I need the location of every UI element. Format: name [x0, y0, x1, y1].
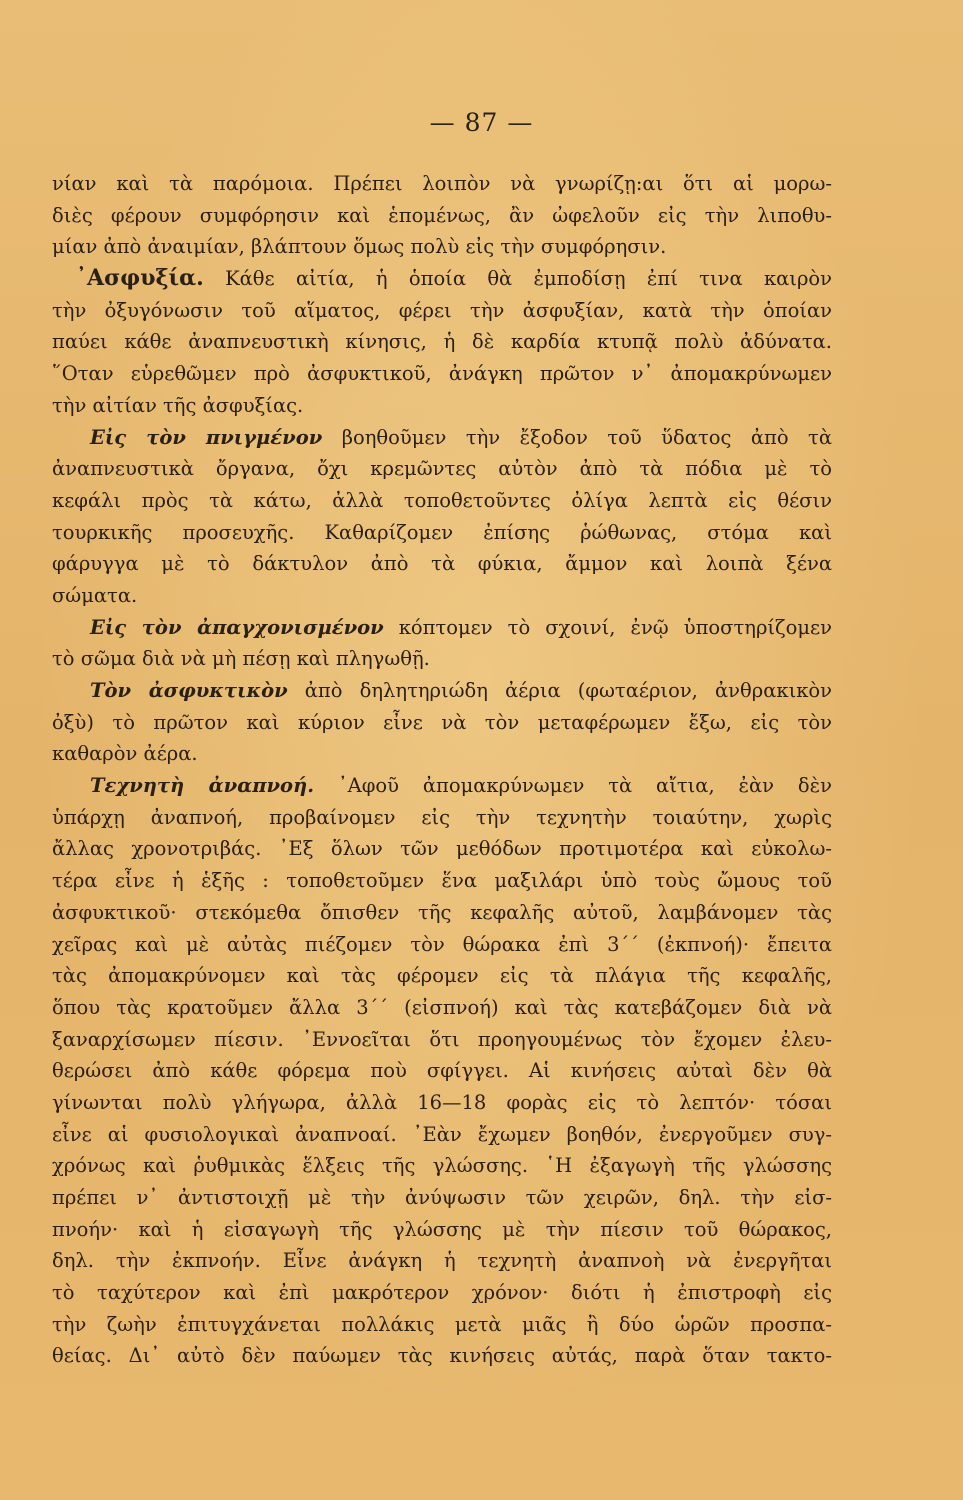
text-line: παύει κάθε ἀναπνευστικὴ κίνησις, ἡ δὲ καρδία κτυπᾷ πολὺ ἀδύνατα. — [52, 330, 832, 354]
text-line: κεφάλι πρὸς τὰ κάτω, ἀλλὰ τοποθετοῦντες ὀλίγα λεπτὰ εἰς θέσιν — [52, 488, 832, 512]
text-line: φάρυγγα μὲ τὸ δάκτυλον ἀπὸ τὰ φύκια, ἄμμον καὶ λοιπὰ ξένα — [52, 552, 832, 576]
text-line: διὲς φέρουν συμφόρησιν καὶ ἑπομένως, ἂν ὠφελοῦν εἰς τὴν λιποθυ- — [52, 203, 832, 227]
text-line: Εἰς τὸν ἀπαγχονισμένον κόπτομεν τὸ σχοινί, ἐνῷ ὑποστηρίζομεν — [90, 615, 832, 639]
text-line: τουρκικῆς προσευχῆς. Καθαρίζομεν ἐπίσης ῥώθωνας, στόμα καὶ — [52, 520, 832, 544]
section-heading-asphyxia: ᾿Ασφυξία. — [76, 265, 204, 292]
subheading-artificial-respiration: Τεχνητὴ ἀναπνοή. — [90, 774, 314, 798]
subheading-asphyxiated: Τὸν ἀσφυκτικὸν — [90, 679, 288, 702]
text-line: ἀσφυκτικοῦ· στεκόμεθα ὄπισθεν τῆς κεφαλῆς αὐτοῦ, λαμβάνομεν τὰς — [52, 900, 832, 924]
text-line: σώματα. — [52, 583, 138, 607]
text-line: μίαν ἀπὸ ἀναιμίαν, βλάπτουν ὅμως πολὺ εἰς τὴν συμφόρησιν. — [52, 235, 667, 259]
text-line: ἀναπνευστικὰ ὄργανα, ὄχι κρεμῶντες αὐτὸν ἀπὸ τὰ πόδια μὲ τὸ — [52, 457, 832, 481]
text-line: Εἰς τὸν πνιγμένον βοηθοῦμεν τὴν ἔξοδον τοῦ ὕδατος ἀπὸ τὰ — [90, 425, 832, 449]
subheading-drowned: Εἰς τὸν πνιγμένον — [90, 425, 323, 449]
text-line: γίνωνται πολὺ γλήγωρα, ἀλλὰ 16—18 φορὰς εἰς τὸ λεπτόν· τόσαι — [52, 1090, 832, 1114]
text-line: ὀξὺ) τὸ πρῶτον καὶ κύριον εἶνε νὰ τὸν μεταφέρωμεν ἔξω, εἰς τὸν — [52, 710, 832, 734]
text-line: τέρα εἶνε ἡ ἑξῆς : τοποθετοῦμεν ἕνα μαξιλάρι ὑπὸ τοὺς ὤμους τοῦ — [52, 869, 832, 893]
text-line: ὑπάρχῃ ἀναπνοή, προβαίνομεν εἰς τὴν τεχνητὴν τοιαύτην, χωρὶς — [52, 805, 832, 829]
page-number: — 87 — — [429, 108, 534, 137]
text-line: νίαν καὶ τὰ παρόμοια. Πρέπει λοιπὸν νὰ γνωρίζῃ:αι ὅτι αἱ μορω- — [52, 172, 832, 195]
text-line: τὴν ζωὴν ἐπιτυγχάνεται πολλάκις μετὰ μιᾶς ἢ δύο ὡρῶν προσπα- — [52, 1312, 832, 1336]
text-line: τὸ ταχύτερον καὶ ἐπὶ μακρότερον χρόνον· διότι ἡ ἐπιστροφὴ εἰς — [52, 1281, 832, 1305]
text-line: ξαναρχίσωμεν πίεσιν. ᾿Εννοεῖται ὅτι προηγουμένως τὸν ἔχομεν ἐλευ- — [52, 1027, 832, 1051]
text-line: πρέπει ν᾿ ἀντιστοιχῇ μὲ τὴν ἀνύψωσιν τῶν χειρῶν, δηλ. τὴν εἰσ- — [52, 1186, 832, 1209]
body-text — [52, 168, 832, 1404]
text-line: πνοήν· καὶ ἡ εἰσαγωγὴ τῆς γλώσσης μὲ τὴν πίεσιν τοῦ θώρακος, — [52, 1217, 832, 1241]
text-line: ᾿Ασφυξία. Κάθε αἰτία, ἡ ὁποία θὰ ἐμποδίσῃ ἐπί τινα καιρὸν — [76, 265, 833, 292]
text-line: ἄλλας χρονοτριβάς. ᾿Εξ ὅλων τῶν μεθόδων προτιμοτέρα καὶ εὐκολω- — [52, 837, 832, 861]
text-line: εἶνε αἱ φυσιολογικαὶ ἀναπνοαί. ᾿Εὰν ἔχωμεν βοηθόν, ἐνεργοῦμεν συγ- — [52, 1122, 832, 1146]
text-line: τὴν ὀξυγόνωσιν τοῦ αἵματος, φέρει τὴν ἀσφυξίαν, κατὰ τὴν ὁποίαν — [52, 298, 832, 322]
text-line: Τεχνητὴ ἀναπνοή. ᾿Αφοῦ ἀπομακρύνωμεν τὰ αἴτια, ἐὰν δὲν — [90, 774, 832, 798]
text-line: ὅπου τὰς κρατοῦμεν ἄλλα 3΄΄ (εἰσπνοή) καὶ τὰς κατεβάζομεν διὰ νὰ — [52, 995, 832, 1019]
text-line: δηλ. τὴν ἐκπνοήν. Εἶνε ἀνάγκη ἡ τεχνητὴ ἀναπνοὴ νὰ ἐνεργῆται — [52, 1249, 832, 1273]
text-line: τὴν αἰτίαν τῆς ἀσφυξίας. — [52, 393, 304, 417]
subheading-hanged: Εἰς τὸν ἀπαγχονισμένον — [90, 615, 384, 639]
text-line: Τὸν ἀσφυκτικὸν ἀπὸ δηλητηριώδη ἀέρια (φωταέριον, ἀνθρακικὸν — [90, 679, 832, 702]
text-line: τὰς ἀπομακρύνομεν καὶ τὰς φέρομεν εἰς τὰ πλάγια τῆς κεφαλῆς, — [52, 964, 832, 988]
text-line: ῞Οταν εὑρεθῶμεν πρὸ ἀσφυκτικοῦ, ἀνάγκη πρῶτον ν᾿ ἀπομακρύνωμεν — [52, 362, 832, 386]
text-line: χρόνως καὶ ῥυθμικὰς ἕλξεις τῆς γλώσσης. ῾Η ἐξαγωγὴ τῆς γλώσσης — [52, 1154, 832, 1178]
text-line: χεῖρας καὶ μὲ αὐτὰς πιέζομεν τὸν θώρακα ἐπὶ 3΄΄ (ἐκπνοή)· ἔπειτα — [52, 932, 832, 956]
text-line: θείας. Δι᾿ αὐτὸ δὲν παύωμεν τὰς κινήσεις αὐτάς, παρὰ ὅταν τακτο- — [52, 1344, 832, 1368]
text-line: θερώσει ἀπὸ κάθε φόρεμα ποὺ σφίγγει. Αἱ κινήσεις αὐταὶ δὲν θὰ — [52, 1059, 832, 1083]
text-line — [52, 1372, 832, 1404]
text-line: καθαρὸν ἀέρα. — [52, 742, 198, 766]
text-line: τὸ σῶμα διὰ νὰ μὴ πέσῃ καὶ πληγωθῇ. — [52, 647, 430, 671]
